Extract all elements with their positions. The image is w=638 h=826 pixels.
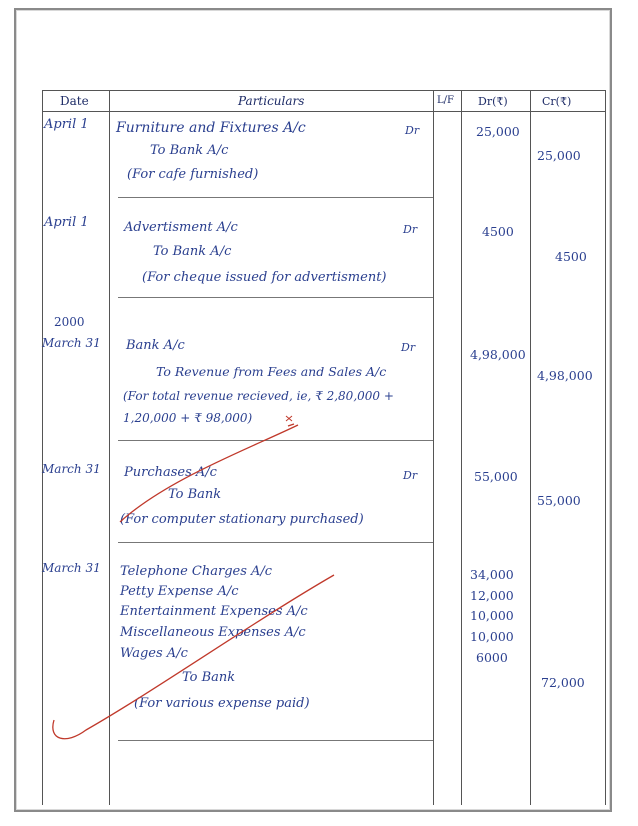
- header-cr: Cr(₹): [542, 95, 572, 108]
- entry-1-narration: (For cafe furnished): [127, 167, 259, 182]
- header-lf: L/F: [437, 95, 454, 106]
- entry-5-dr-amount-2: 12,000: [470, 588, 514, 603]
- entry-1-date: April 1: [44, 117, 89, 132]
- entry-5-debit-account-5: Wages A/c: [120, 646, 188, 661]
- entry-5-date: March 31: [42, 561, 101, 575]
- header-particulars: Particulars: [238, 94, 305, 108]
- header-date: Date: [60, 94, 89, 108]
- entry-5-narration: (For various expense paid): [134, 696, 310, 711]
- entry-5-debit-account-2: Petty Expense A/c: [120, 584, 239, 599]
- red-tick-marks: [16, 10, 610, 810]
- entry-5-dr-amount-4: 10,000: [470, 629, 514, 644]
- entry-5-debit-account-3: Entertainment Expenses A/c: [120, 604, 308, 619]
- entry-2-dr-marker: Dr: [403, 223, 418, 236]
- entry-5-dr-amount-3: 10,000: [470, 608, 514, 623]
- entry-3-dr-amount: 4,98,000: [470, 347, 526, 362]
- entry-1-debit-account: Furniture and Fixtures A/c: [116, 120, 306, 136]
- entry-2-debit-account: Advertisment A/c: [124, 220, 238, 235]
- entry-5-dr-amount-5: 6000: [476, 650, 508, 665]
- entry-4-dr-marker: Dr: [403, 469, 418, 482]
- entry-3-debit-account: Bank A/c: [126, 338, 185, 353]
- entry-3-cr-amount: 4,98,000: [537, 368, 593, 383]
- entry-5-debit-account-1: Telephone Charges A/c: [120, 564, 273, 579]
- red-x-mark: [286, 416, 292, 421]
- entry-3-year: 2000: [54, 315, 85, 329]
- entry-5-credit-account: To Bank: [182, 670, 236, 685]
- entry-1-credit-account: To Bank A/c: [150, 143, 229, 158]
- entry-4-narration: (For computer stationary purchased): [120, 512, 364, 527]
- entry-2-credit-account: To Bank A/c: [153, 244, 232, 259]
- entry-1-cr-amount: 25,000: [537, 148, 581, 163]
- entry-2-cr-amount: 4500: [555, 249, 587, 264]
- header-dr: Dr(₹): [478, 95, 508, 108]
- red-tick-2: [53, 575, 334, 739]
- entry-3-date: March 31: [42, 336, 101, 350]
- entry-3-dr-marker: Dr: [401, 341, 416, 354]
- entry-1-dr-amount: 25,000: [476, 124, 520, 139]
- entry-5-debit-account-4: Miscellaneous Expenses A/c: [120, 625, 306, 640]
- entry-2-date: April 1: [44, 215, 89, 230]
- entry-2-narration: (For cheque issued for advertisment): [142, 270, 387, 285]
- entry-3-narration-line2: 1,20,000 + ₹ 98,000): [123, 411, 253, 425]
- entry-4-dr-amount: 55,000: [474, 469, 518, 484]
- entry-4-credit-account: To Bank: [168, 487, 222, 502]
- entry-3-credit-account: To Revenue from Fees and Sales A/c: [156, 364, 387, 379]
- entry-4-date: March 31: [42, 462, 101, 476]
- entry-1-dr-marker: Dr: [405, 124, 420, 137]
- entry-2-dr-amount: 4500: [482, 224, 514, 239]
- entry-4-debit-account: Purchases A/c: [124, 465, 217, 480]
- entry-5-dr-amount-1: 34,000: [470, 567, 514, 582]
- entry-4-cr-amount: 55,000: [537, 493, 581, 508]
- red-tick-1: [120, 424, 298, 522]
- entry-5-cr-amount: 72,000: [541, 675, 585, 690]
- entry-3-narration-line1: (For total revenue recieved, ie, ₹ 2,80,000 +: [123, 389, 394, 403]
- journal-page: [14, 8, 612, 812]
